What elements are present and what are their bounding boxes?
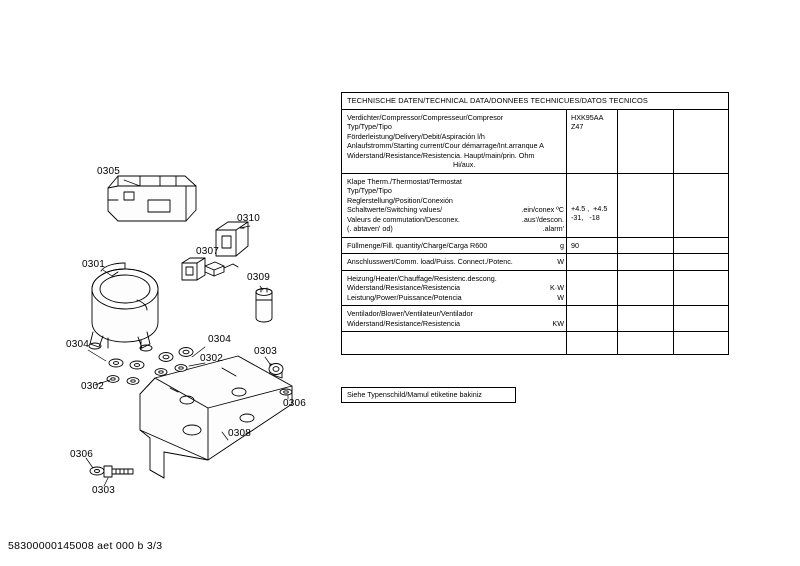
row-fill-quantity [347, 241, 564, 251]
row-label-fan-resistance: Widerstand/Resistance/Resistencia [347, 318, 461, 328]
value-compressor-type: Z47 [571, 122, 584, 132]
part-label-0304-left: 0304 [66, 339, 90, 350]
part-0306-washer-left [90, 467, 104, 475]
part-label-0302-left: 0302 [81, 381, 105, 392]
row-label-fill-quantity: Füllmenge/Fill. quantity/Charge/Carga R600 [347, 240, 488, 250]
heater-labels [342, 271, 567, 306]
row-fan-resistance [347, 319, 564, 329]
thermostat-value-1 [567, 174, 618, 237]
fill-quantity-label-cell [342, 238, 567, 254]
part-label-0305: 0305 [97, 166, 121, 177]
row-label-defrost: (. abtaven' od) [347, 224, 393, 234]
table-section-fan [342, 306, 728, 332]
row-label-delivery: Förderleistung/Delivery/Debit/Aspiración l/h [347, 131, 485, 141]
part-0306-washer-right [280, 389, 292, 395]
row-label-thermostat: Klape Therm./Thermostat/Termostat [347, 176, 462, 186]
table-header-title: TECHNISCHE DATEN/TECHNICAL DATA/DONNEES TECHNICUES/DATOS TECNICOS [347, 96, 648, 105]
row-label-resistance-aux: Hi/aux. [453, 160, 476, 170]
row-label-starting-current: Anlaufstromm/Starting current/Cour démarrage/Int.arranque A [347, 141, 544, 151]
part-label-0303-left: 0303 [92, 485, 116, 496]
thermostat-spacer-2 [571, 186, 614, 195]
value-compressor-model: HXK95AA [571, 112, 604, 122]
connected-load-value-2 [618, 254, 674, 270]
row-switching-values [347, 205, 564, 215]
connected-load-value [567, 254, 618, 270]
heater-value-3 [674, 271, 728, 306]
row-connected-load [347, 257, 564, 267]
fan-value-3 [674, 306, 728, 331]
part-label-0302-right: 0302 [200, 353, 224, 364]
part-0309-capacitor [256, 288, 272, 322]
row-label-compressor: Verdichter/Compressor/Compresseur/Compresor [347, 112, 504, 122]
row-label-fan: Ventilador/Blower/Ventilateur/Ventilador [347, 309, 473, 319]
table-section-thermostat [342, 174, 728, 238]
part-label-0310: 0310 [237, 213, 261, 224]
thermostat-labels [342, 174, 567, 237]
unit-fill-quantity: g [560, 240, 564, 250]
table-footer-band [342, 332, 728, 354]
part-label-0306-left: 0306 [70, 449, 94, 460]
row-label-position: Reglerstellung/Position/Conexión [347, 195, 453, 205]
thermostat-spacer-3 [571, 195, 614, 204]
heater-value-1 [567, 271, 618, 306]
unit-switching-on: .ein/conex ºC [521, 205, 564, 215]
part-label-0301: 0301 [82, 259, 106, 270]
row-switching-off [347, 215, 564, 225]
unit-fan-resistance: KW [552, 318, 564, 328]
value-switching-off: -31, -18 [571, 213, 600, 223]
compressor-value-1 [567, 110, 618, 173]
row-label-heater: Heizung/Heater/Chauffage/Resistenc.descong. [347, 273, 497, 283]
document-footer-code: 58300000145008 aet 000 b 3/3 [8, 540, 163, 552]
footer-band-label [342, 332, 567, 354]
row-label-heater-power: Leistung/Power/Puissance/Potencia [347, 292, 462, 302]
row-label-resistance-main: Widerstand/Resistance/Resistencia. Haupt/main/prin. Ohm [347, 150, 535, 160]
table-section-connected-load [342, 254, 728, 271]
fan-value-2 [618, 306, 674, 331]
connected-load-label-cell [342, 254, 567, 270]
part-label-0309: 0309 [247, 272, 271, 283]
fill-quantity-value-2 [618, 238, 674, 254]
part-0303-bolt-left [104, 466, 133, 477]
footer-band-v2 [618, 332, 674, 354]
footer-band-v1 [567, 332, 618, 354]
compressor-labels [342, 110, 567, 173]
compressor-value-2 [618, 110, 674, 173]
part-0307-starting-relay [182, 258, 238, 280]
row-heater-resistance [347, 283, 564, 293]
technical-data-table [341, 92, 729, 355]
diagram-svg [0, 0, 340, 520]
fan-labels [342, 306, 567, 331]
row-heater-power [347, 293, 564, 303]
row-label-thermostat-type: Typ/Type/Tipo [347, 186, 392, 196]
part-label-0307: 0307 [196, 246, 220, 257]
row-label-switching-values: Schaltwerte/Switching values/ [347, 205, 443, 215]
part-0305-cover [108, 176, 196, 221]
part-label-0308: 0308 [228, 428, 252, 439]
thermostat-value-2 [618, 174, 674, 237]
row-label-type: Typ/Type/Tipo [347, 122, 392, 132]
table-section-compressor [342, 110, 728, 174]
rating-plate-note: Siehe Typenschild/Mamul etiketine bakiniz [341, 387, 516, 403]
part-label-0306-right: 0306 [283, 398, 307, 409]
fill-quantity-value: 90 [567, 238, 618, 254]
fan-value-1 [567, 306, 618, 331]
thermostat-spacer-1 [571, 177, 614, 186]
table-header-row [342, 93, 728, 110]
row-label-connected-load: Anschlusswert/Comm. load/Puiss. Connect./Potenc. [347, 257, 513, 267]
part-0301-compressor [89, 263, 158, 351]
footer-band-v3 [674, 332, 728, 354]
part-label-0303-right: 0303 [254, 346, 278, 357]
compressor-value-3 [674, 110, 728, 173]
table-section-fill-quantity [342, 238, 728, 255]
row-defrost-alarm [347, 224, 564, 234]
unit-alarm: .alarm' [542, 224, 564, 234]
unit-connected-load: W [557, 257, 564, 267]
table-section-heater [342, 271, 728, 307]
row-label-heater-resistance: Widerstand/Resistance/Resistencia [347, 283, 461, 293]
unit-heater-resistance: K·W [550, 283, 564, 293]
exploded-parts-diagram [0, 0, 340, 520]
unit-heater-power: W [557, 292, 564, 302]
fill-quantity-value-3 [674, 238, 728, 254]
heater-value-2 [618, 271, 674, 306]
row-label-switching-off: Valeurs de commutation/Desconex. [347, 214, 460, 224]
connected-load-value-3 [674, 254, 728, 270]
unit-switching-off: .aus'/descon. [521, 214, 564, 224]
part-label-0304-right: 0304 [208, 334, 232, 345]
thermostat-value-3 [674, 174, 728, 237]
value-switching-on: +4.5 , +4.5 [571, 203, 608, 213]
